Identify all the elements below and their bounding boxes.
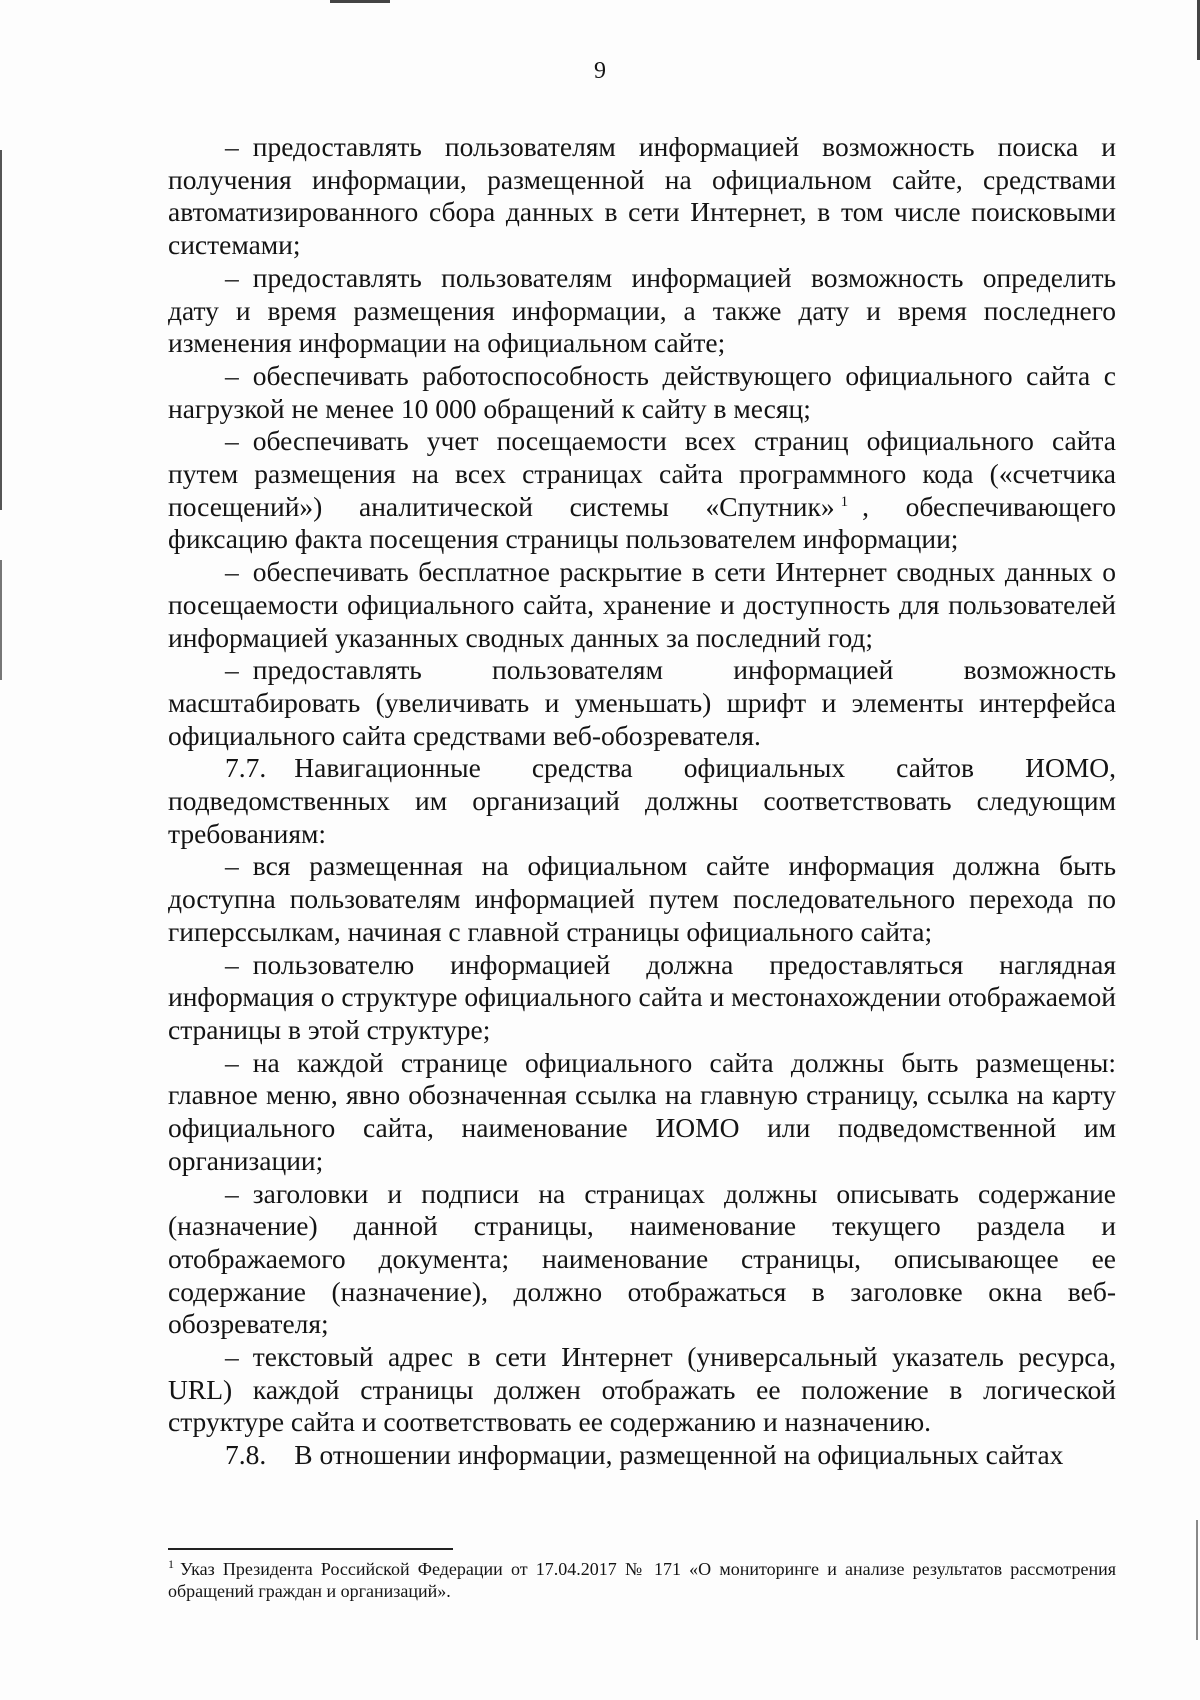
paragraph-text: предоставлять пользователям информацией возможность определить дату и время размещения информации, а также дату и время последнего изменения информации на официальном сайте; xyxy=(168,261,1116,359)
section-7-8 xyxy=(168,1439,1116,1472)
footnote-text: Указ Президента Российской Федерации от 17.04.2017 № 171 «О мониторинге и анализе результатов рассмотрения обращений граждан и организаций». xyxy=(168,1559,1116,1601)
list-dash: – xyxy=(225,850,239,882)
paragraph-stats xyxy=(168,556,1116,654)
paragraph-text: В отношении информации, размещенной на официальных сайтах xyxy=(294,1439,1064,1471)
paragraph-search-access xyxy=(168,131,1116,262)
paragraph-text: обеспечивать учет посещаемости всех страниц официального сайта путем размещения на всех страницах сайта программного кода («счетчика посещений») аналитической системы «Спутник» xyxy=(168,425,1116,522)
list-dash: – xyxy=(225,359,239,391)
list-dash: – xyxy=(225,948,239,980)
footnote-reference[interactable]: 1 xyxy=(840,493,849,510)
list-dash: – xyxy=(225,556,239,588)
section-number: 7.8. xyxy=(225,1439,267,1471)
paragraph-date-time xyxy=(168,262,1116,360)
paragraph-text-continued: , обеспечивающего фиксацию факта посещения страницы пользователем информации; xyxy=(168,490,1117,555)
body-text xyxy=(168,131,1116,1472)
paragraph-text: Навигационные средства официальных сайтов ИОМО, подведомственных им организаций должны соответствовать следующим требованиям: xyxy=(168,752,1116,849)
scan-artifact-left-lower xyxy=(0,560,2,680)
list-dash: – xyxy=(225,1046,239,1078)
footnote-separator xyxy=(168,1548,453,1550)
footnote-marker: 1 xyxy=(168,1557,174,1571)
paragraph-text: предоставлять пользователям информацией возможность поиска и получения информации, размещенной на официальном сайте, средствами автоматизированного сбора данных в сети Интернет, в том числе поисковыми системами; xyxy=(168,131,1116,261)
paragraph-text: обеспечивать работоспособность действующего официального сайта с нагрузкой не менее 10 000 обращений к сайту в месяц; xyxy=(168,359,1116,424)
section-7-7 xyxy=(168,752,1116,850)
list-dash: – xyxy=(225,131,239,162)
paragraph-text: вся размещенная на официальном сайте информация должна быть доступна пользователям информацией путем последовательного перехода по гиперссылкам, начиная с главной страницы официального сайта; xyxy=(168,850,1116,947)
paragraph-menu xyxy=(168,1047,1116,1178)
scan-artifact-right-lower xyxy=(1196,1520,1198,1640)
list-dash: – xyxy=(225,1341,239,1373)
paragraph-hyperlinks xyxy=(168,850,1116,948)
paragraph-text: пользователю информацией должна предоставляться наглядная информация о структуре официального сайта и местонахождении отображаемой страницы в этой структуре; xyxy=(168,948,1116,1045)
paragraph-scaling xyxy=(168,654,1116,752)
page-number: 9 xyxy=(594,58,606,84)
list-dash: – xyxy=(225,654,239,686)
paragraph-url xyxy=(168,1341,1116,1439)
section-number: 7.7. xyxy=(225,752,267,784)
scan-artifact-left xyxy=(0,150,2,510)
scan-artifact-top xyxy=(330,0,390,3)
paragraph-text: предоставлять пользователям информацией возможность масштабировать (увеличивать и уменьшать) шрифт и элементы интерфейса официального сайта средствами веб-обозревателя. xyxy=(168,654,1116,751)
list-dash: – xyxy=(225,1177,239,1209)
paragraph-text: заголовки и подписи на страницах должны описывать содержание (назначение) данной страницы, наименование текущего раздела и отображаемого документа; наименование страницы, описывающее ее содержание (назначение), должно отображаться в заголовке окна веб-обозревателя; xyxy=(168,1177,1116,1340)
list-dash: – xyxy=(225,261,239,293)
paragraph-text: на каждой странице официального сайта должны быть размещены: главное меню, явно обозначенная ссылка на главную страницу, ссылка на карту официального сайта, наименование ИОМО или подведомственной им организации; xyxy=(168,1046,1116,1176)
paragraph-text: текстовый адрес в сети Интернет (универсальный указатель ресурса, URL) каждой страницы должен отображать ее положение в логической структуре сайта и соответствовать ее содержанию и назначению. xyxy=(168,1341,1116,1438)
list-dash: – xyxy=(225,425,239,457)
paragraph-headings xyxy=(168,1178,1116,1342)
paragraph-structure xyxy=(168,949,1116,1047)
footnote xyxy=(168,1558,1116,1602)
paragraph-text: обеспечивать бесплатное раскрытие в сети Интернет сводных данных о посещаемости официального сайта, хранение и доступность для пользователей информацией указанных сводных данных за последний год; xyxy=(168,556,1116,653)
paragraph-load xyxy=(168,360,1116,425)
paragraph-counter xyxy=(168,425,1116,556)
